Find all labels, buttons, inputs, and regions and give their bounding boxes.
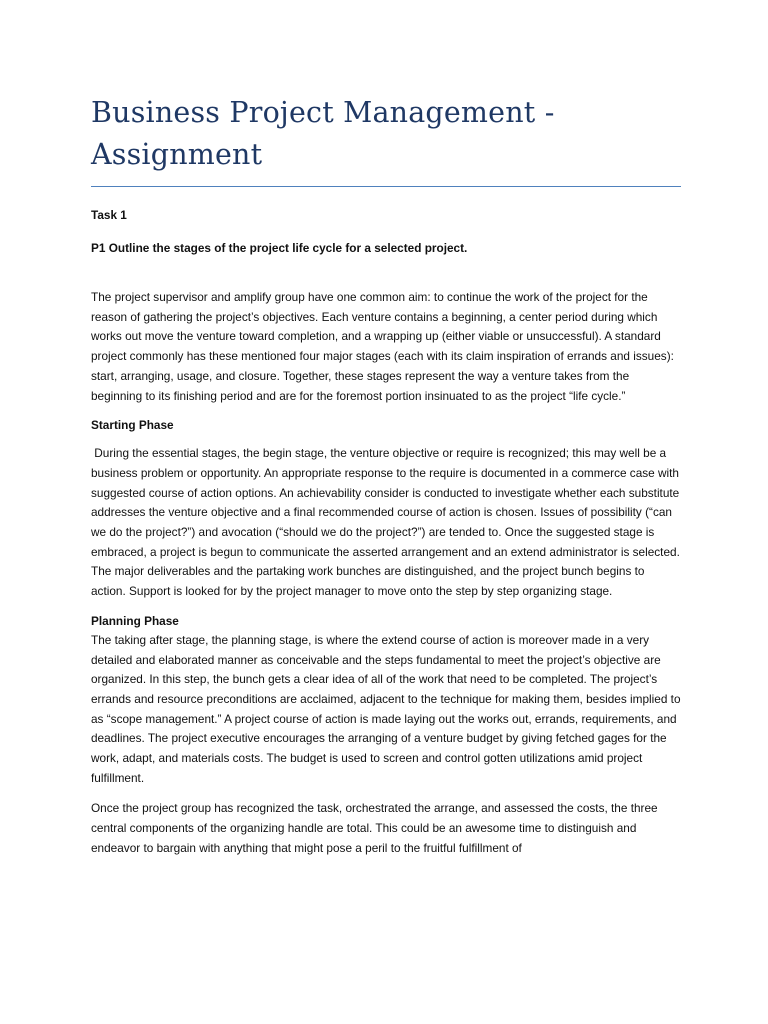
- document-page: [91, 92, 681, 859]
- document-title: Business Project Management - Assignment: [91, 96, 555, 171]
- task-label: Task 1: [91, 208, 127, 222]
- closing-paragraph: Once the project group has recognized the task, orchestrated the arrange, and assessed the costs, the three central components of the organizing handle are total. This could be an awesome time to distinguish and endeavor to bargain with anything that might pose a peril to the fruitful fulfillment of: [91, 801, 658, 855]
- section-heading-starting-phase: Starting Phase: [91, 418, 174, 433]
- title-divider: [91, 186, 681, 187]
- question-heading: P1 Outline the stages of the project life cycle for a selected project.: [91, 241, 468, 255]
- intro-paragraph: The project supervisor and amplify group have one common aim: to continue the work of the project for the reason of gathering the project’s objectives. Each venture contains a beginning, a center period during which works out move the venture toward completion, and a wrapping up (either viable or unsuccessful). A standard project commonly has these mentioned four major stages (each with its claim inspiration of errands and issues): start, arranging, usage, and closure. Together, these stages represent the way a venture takes from the beginning to its finishing period and are for the foremost portion insinuated to as the project “life cycle.”: [91, 290, 674, 403]
- section-body-starting-phase: During the essential stages, the begin stage, the venture objective or require is recognized; this may well be a business problem or opportunity. An appropriate response to the require is documented in a commerce case with suggested course of action options. An achievability consider is conducted to investigate whether each substitute addresses the venture objective and a final recommended course of action is chosen. Issues of possibility (“can we do the project?”) and avocation (“should we do the project?”) are tended to. Once the suggested stage is embraced, a project is begun to communicate the asserted arrangement and an extend administrator is selected. The major deliverables and the partaking work bunches are distinguished, and the project bunch begins to action. Support is looked for by the project manager to move onto the step by step organizing stage.: [91, 446, 683, 599]
- section-body-planning-phase: The taking after stage, the planning stage, is where the extend course of action is moreover made in a very detailed and elaborated manner as conceivable and the steps fundamental to meet the project’s objective are organized. In this step, the bunch gets a clear idea of all of the work that need to be completed. The project’s errands and resource preconditions are acclaimed, adjacent to the technique for making them, besides implied to as “scope management.” A project course of action is made laying out the works out, errands, requirements, and deadlines. The project executive encourages the arranging of a venture budget by giving fetched gages for the work, adapt, and materials costs. The budget is used to screen and control gotten utilizations amid project fulfillment.: [91, 632, 681, 785]
- section-heading-planning-phase: Planning Phase: [91, 613, 179, 628]
